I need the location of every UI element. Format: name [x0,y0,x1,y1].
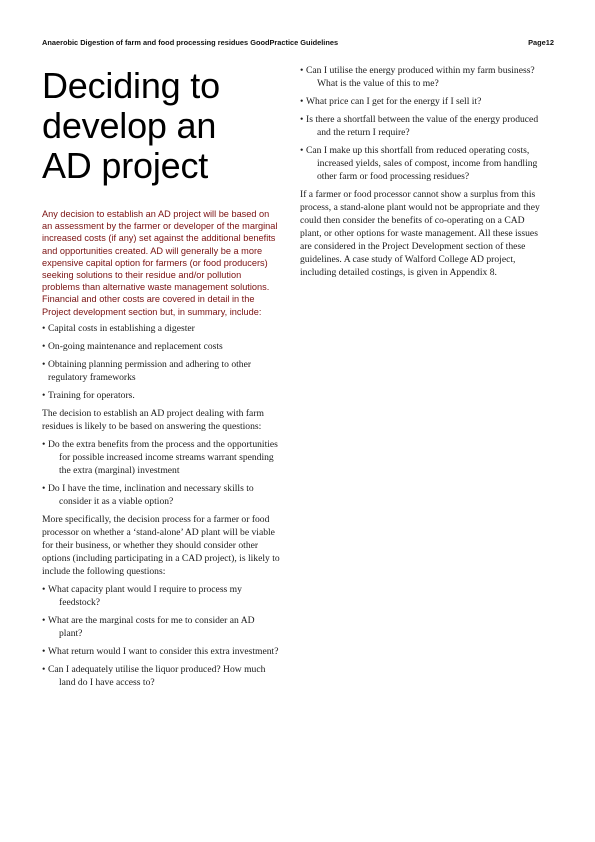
bullet-icon: • [42,322,46,334]
specific-paragraph: More specifically, the decision process for a farmer or food processor on whether a ‘stand-alone’ AD plant will be viable for their business, or whether they should consider other options (including participating in a CAD project), is likely to include the following questions: [42,513,280,577]
bullet-icon: • [300,96,304,107]
intro-paragraph: Any decision to establish an AD project will be based on an assessment by the farmer or developer of the marginal increased costs (if any) set against the additional benefits and opportunities created. AD will generally be a more expensive capital option for farmers (or food producers) seeking solutions to their residue and/or pollution problems than alternative waste management solutions. Financial and other costs are covered in detail in the Project development section but, in summary, include: [42,209,278,317]
list-item: • Do I have the time, inclination and necessary skills to consider it as a viable option? [42,482,254,507]
decision-paragraph: The decision to establish an AD project dealing with farm residues is likely to be based on answering the questions: [42,407,264,432]
list-item: • Training for operators. [42,389,135,401]
list-item: • Is there a shortfall between the value of the energy produced and the return I require? [300,114,539,138]
list-item: • Can I make up this shortfall from reduced operating costs, increased yields, sales of compost, income from handling other farm or food processing residues? [300,145,538,182]
bullet-icon: • [300,145,304,156]
running-header [42,38,554,47]
title-line: Deciding to [42,65,220,106]
left-column [42,60,280,694]
header-title: Anaerobic Digestion of farm and food processing residues GoodPractice Guidelines [42,38,339,47]
bullet-icon: • [42,663,46,675]
list-item: • On-going maintenance and replacement costs [42,340,223,352]
list-item: • What are the marginal costs for me to consider an AD plant? [42,614,255,639]
bullet-icon: • [42,438,46,450]
bullet-icon: • [300,114,304,125]
list-item: • Can I utilise the energy produced within my farm business? What is the value of this to me? [300,65,535,89]
bullet-icon: • [42,645,46,657]
costs-list [42,322,280,402]
list-item: • What price can I get for the energy if I sell it? [300,96,482,107]
list-item: • Do the extra benefits from the process and the opportunities for possible increased income streams warrant spending the extra (marginal) investment [42,438,278,476]
title-line: AD project [42,145,209,186]
page-number: Page12 [528,38,554,47]
bullet-icon: • [42,389,46,401]
list-item: • What capacity plant would I require to process my feedstock? [42,583,242,608]
right-questions-list [300,64,545,183]
bullet-icon: • [42,583,46,595]
specific-questions-list [42,583,280,689]
list-item: • Can I adequately utilise the liquor produced? How much land do I have access to? [42,663,266,688]
bullet-icon: • [300,65,304,76]
page-title [42,66,280,186]
conclusion-paragraph: If a farmer or food processor cannot show a surplus from this process, a stand-alone plant would not be appropriate and they could then consider the benefits of co-operating on a CAD plant, or other options for waste management. All these issues are considered in the Project Development section of these guidelines. A case study of Walford College AD project, including detailed costings, is given in Appendix 8. [300,189,540,278]
list-item: • Capital costs in establishing a digester [42,322,195,334]
general-questions-list [42,438,280,508]
title-line: develop an [42,105,217,146]
bullet-icon: • [42,340,46,352]
bullet-icon: • [42,614,46,626]
bullet-icon: • [42,482,46,494]
bullet-icon: • [42,358,46,370]
right-column [300,64,545,284]
list-item: • Obtaining planning permission and adhering to other regulatory frameworks [42,358,252,383]
list-item: • What return would I want to consider this extra investment? [42,645,279,657]
